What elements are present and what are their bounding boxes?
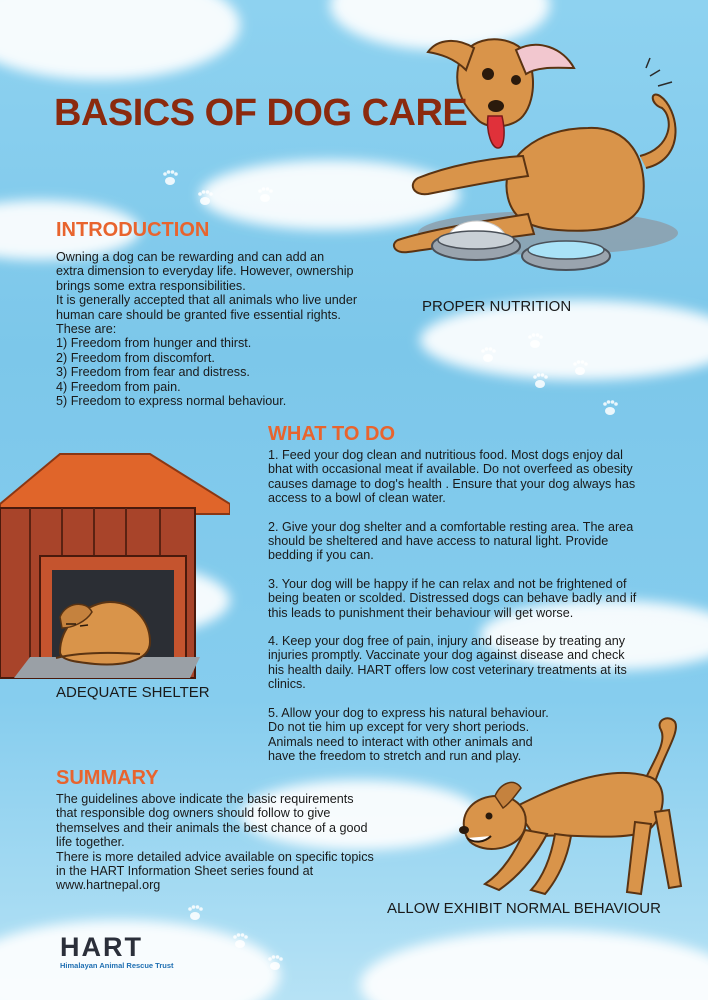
- step-line: causes damage to dog's health . Ensure that your dog always has: [268, 476, 636, 491]
- introduction-line: Owning a dog can be rewarding and can add an: [56, 250, 325, 264]
- step-line: this leads to punishment their behaviour will get worse.: [268, 605, 574, 620]
- proper-nutrition-caption: PROPER NUTRITION: [422, 298, 572, 315]
- step-line: have the freedom to stretch and run and play.: [268, 748, 522, 763]
- freedom-item: 2) Freedom from discomfort.: [56, 350, 215, 365]
- hart-logo: [60, 934, 174, 970]
- step-paragraph: [268, 706, 688, 764]
- introduction-line: brings some extra responsibilities.: [56, 278, 246, 293]
- introduction-line: human care should be granted five essential rights.: [56, 307, 341, 322]
- step-line: 3. Your dog will be happy if he can relax and not be frightened of: [268, 576, 627, 591]
- step-line: clinics.: [268, 677, 306, 692]
- summary-line: that responsible dog owners should follow to give: [56, 806, 331, 821]
- step-line: should be sheltered and have access to natural light. Provide: [268, 534, 609, 549]
- introduction-line: It is generally accepted that all animals who live under: [56, 293, 358, 308]
- step-line: his health daily. HART offers low cost veterinary treatments at its: [268, 662, 627, 677]
- step-line: being beaten or scolded. Distressed dogs can behave badly and if: [268, 591, 637, 606]
- lying-dog-illustration: [388, 8, 708, 288]
- introduction-heading: INTRODUCTION: [56, 219, 210, 241]
- what-to-do-heading: WHAT TO DO: [268, 423, 396, 445]
- freedom-item: 3) Freedom from fear and distress.: [56, 365, 250, 380]
- summary-line: life together.: [56, 835, 125, 850]
- page-title: BASICS OF DOG CARE: [54, 92, 468, 134]
- freedom-item: 1) Freedom from hunger and thirst.: [56, 336, 252, 351]
- step-line: 2. Give your dog shelter and a comfortable resting area. The area: [268, 519, 634, 534]
- summary-text: [56, 792, 396, 893]
- summary-line: themselves and their animals the best chance of a good: [56, 820, 368, 835]
- step-line: 4. Keep your dog free of pain, injury and disease by treating any: [268, 634, 626, 649]
- summary-heading: SUMMARY: [56, 767, 159, 789]
- introduction-text: [56, 250, 376, 408]
- step-line: bhat with occasional meat if available. Do not overfeed as obesity: [268, 462, 633, 477]
- logo-wordmark: HART: [60, 932, 143, 962]
- step-line: 5. Allow your dog to express his natural behaviour.: [268, 705, 549, 720]
- summary-line: There is more detailed advice available on specific topics: [56, 849, 374, 864]
- step-paragraph: [268, 577, 688, 620]
- summary-line: The guidelines above indicate the basic requirements: [56, 792, 354, 806]
- step-line: injuries promptly. Vaccinate your dog against disease and check: [268, 648, 625, 663]
- introduction-line: These are:: [56, 322, 117, 337]
- summary-link[interactable]: www.hartnepal.org: [56, 878, 161, 893]
- step-line: Do not tie him up except for very short periods.: [268, 720, 530, 735]
- step-line: 1. Feed your dog clean and nutritious food. Most dogs enjoy dal: [268, 448, 623, 462]
- introduction-line: extra dimension to everyday life. However, ownership: [56, 264, 354, 279]
- step-line: Animals need to interact with other animals and: [268, 734, 533, 749]
- kennel-illustration: [0, 452, 230, 682]
- summary-line: in the HART Information Sheet series found at: [56, 864, 314, 879]
- adequate-shelter-caption: ADEQUATE SHELTER: [56, 684, 210, 701]
- freedom-item: 4) Freedom from pain.: [56, 379, 181, 394]
- logo-subtitle: Himalayan Animal Rescue Trust: [60, 961, 174, 970]
- what-to-do-text: [268, 448, 688, 763]
- step-paragraph: [268, 634, 688, 692]
- step-line: access to a bowl of clean water.: [268, 491, 446, 506]
- normal-behaviour-caption: ALLOW EXHIBIT NORMAL BEHAVIOUR: [387, 900, 661, 917]
- freedom-item: 5) Freedom to express normal behaviour.: [56, 394, 287, 409]
- step-paragraph: [268, 520, 688, 563]
- step-paragraph: [268, 448, 688, 506]
- step-line: bedding if you can.: [268, 548, 374, 563]
